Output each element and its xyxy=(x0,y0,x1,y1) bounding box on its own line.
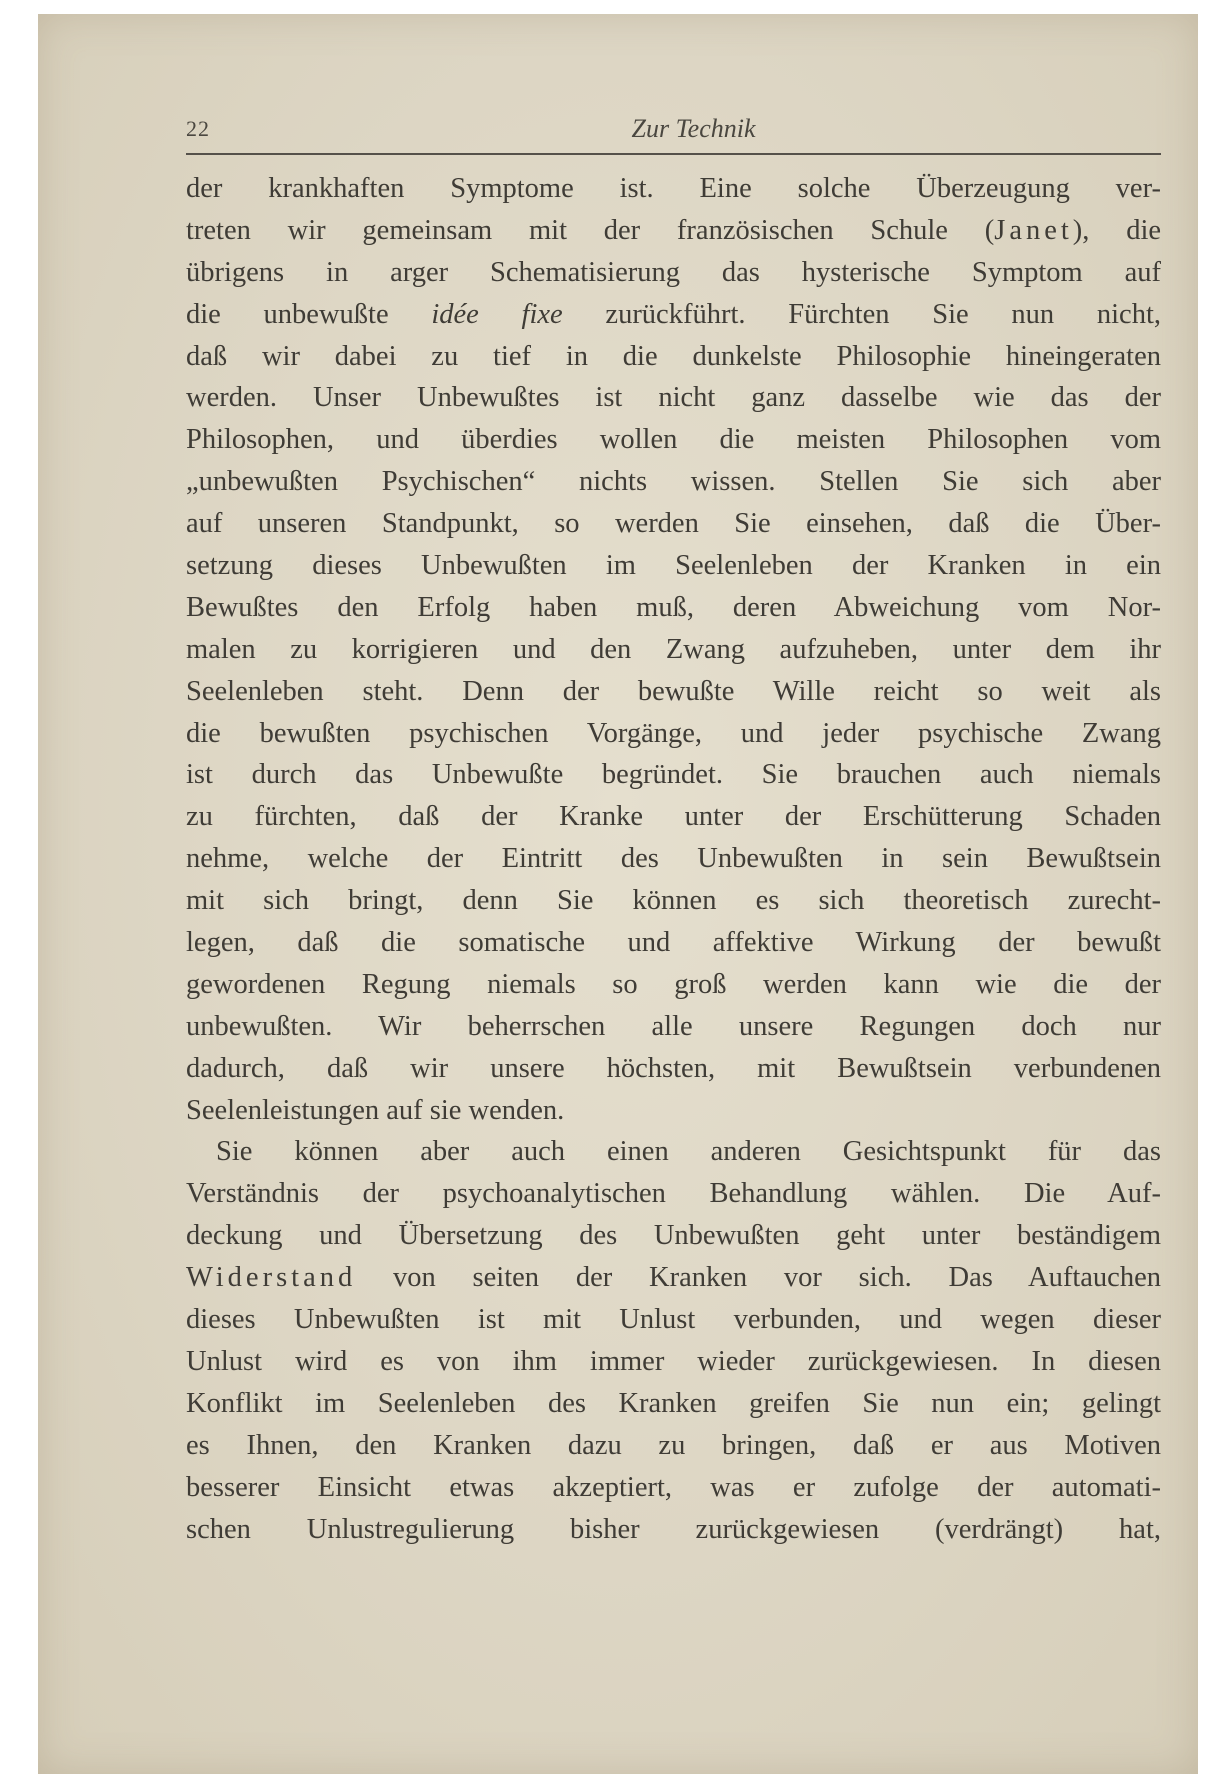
paragraph-start-line: Sie können aber auch einen anderen Gesichtspunkt für das xyxy=(216,1136,1161,1168)
text-line: gewordenen Regung niemals so groß werden kann wie die der xyxy=(186,968,1161,1000)
text-line: legen, daß die somatische und affektive Wirkung der bewußt xyxy=(186,927,1161,959)
text-line: der krankhaften Symptome ist. Eine solche Überzeugung ver- xyxy=(186,173,1161,204)
text-line: auf unseren Standpunkt, so werden Sie einsehen, daß die Über- xyxy=(186,508,1161,540)
text-line: Seelenleben steht. Denn der bewußte Wille reicht so weit als xyxy=(186,675,1161,707)
text-line: Widerstand von seiten der Kranken vor sich. Das Auftauchen xyxy=(186,1262,1161,1294)
emphasized-text: idée fixe xyxy=(431,298,563,330)
text-line: mit sich bringt, denn Sie können es sich theoretisch zurecht- xyxy=(186,885,1161,917)
text-line: daß wir dabei zu tief in die dunkelste Philosophie hineingeraten xyxy=(186,340,1161,372)
emphasized-text: Janet xyxy=(994,214,1073,246)
text-line: „unbewußten Psychischen“ nichts wissen. Stellen Sie sich aber xyxy=(186,466,1161,498)
text-line: die bewußten psychischen Vorgänge, und jeder psychische Zwang xyxy=(186,717,1161,749)
text-line: Seelenleistungen auf sie wenden. xyxy=(186,1094,565,1126)
text-line: ist durch das Unbewußte begründet. Sie brauchen auch niemals xyxy=(186,759,1161,791)
text-line: treten wir gemeinsam mit der französischen Schule (Janet), die xyxy=(186,214,1162,246)
text-line: werden. Unser Unbewußtes ist nicht ganz dasselbe wie das der xyxy=(186,382,1161,414)
text-line: zu fürchten, daß der Kranke unter der Erschütterung Schaden xyxy=(186,801,1161,833)
text-line: Verständnis der psychoanalytischen Behandlung wählen. Die Auf- xyxy=(186,1178,1161,1210)
text-line: Bewußtes den Erfolg haben muß, deren Abweichung vom Nor- xyxy=(186,591,1161,623)
emphasized-text: Widerstand xyxy=(186,1262,357,1294)
text-line: schen Unlustregulierung bisher zurückgewiesen (verdrängt) hat, xyxy=(186,1513,1161,1545)
text-line: besserer Einsicht etwas akzeptiert, was er zufolge der automati- xyxy=(186,1471,1161,1503)
text-line: unbewußten. Wir beherrschen alle unsere Regungen doch nur xyxy=(186,1010,1161,1042)
body-text xyxy=(186,168,1161,1550)
header-rule xyxy=(186,153,1161,155)
text-line: dadurch, daß wir unsere höchsten, mit Bewußtsein verbundenen xyxy=(186,1052,1161,1084)
text-line: malen zu korrigieren und den Zwang aufzuheben, unter dem ihr xyxy=(186,633,1161,665)
text-line: nehme, welche der Eintritt des Unbewußten in sein Bewußtsein xyxy=(186,843,1161,875)
text-line: setzung dieses Unbewußten im Seelenleben der Kranken in ein xyxy=(186,550,1161,582)
text-line: übrigens in arger Schematisierung das hysterische Symptom auf xyxy=(186,256,1161,288)
text-line: dieses Unbewußten ist mit Unlust verbunden, und wegen dieser xyxy=(186,1304,1161,1336)
page-number: 22 xyxy=(186,116,210,141)
text-line: Unlust wird es von ihm immer wieder zurückgewiesen. In diesen xyxy=(186,1345,1161,1377)
text-line: deckung und Übersetzung des Unbewußten geht unter beständigem xyxy=(186,1220,1161,1252)
text-line: die unbewußte idée fixe zurückführt. Fürchten Sie nun nicht, xyxy=(186,298,1162,330)
text-line: Philosophen, und überdies wollen die meisten Philosophen vom xyxy=(186,424,1161,456)
running-head: Zur Technik xyxy=(631,114,756,143)
text-line: Konflikt im Seelenleben des Kranken greifen Sie nun ein; gelingt xyxy=(186,1387,1161,1419)
text-line: es Ihnen, den Kranken dazu zu bringen, daß er aus Motiven xyxy=(186,1429,1161,1461)
page-header xyxy=(186,110,1161,150)
